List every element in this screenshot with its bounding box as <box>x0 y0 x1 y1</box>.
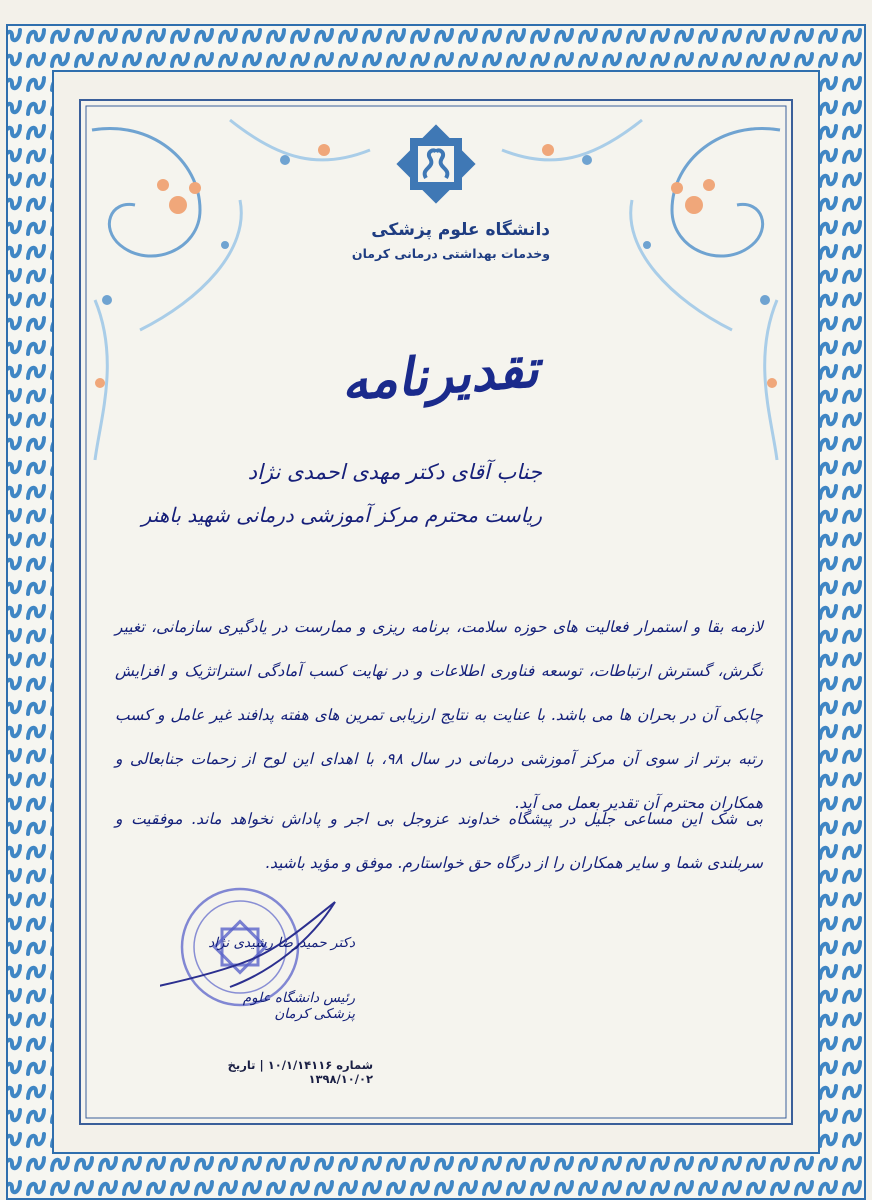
recipient-name: جناب آقای دکتر مهدی احمدی نژاد <box>247 460 542 484</box>
signer-title: رئیس دانشگاه علوم پزشکی کرمان <box>242 990 355 1022</box>
university-subtitle: وخدمات بهداشتی درمانی کرمان <box>351 246 550 261</box>
certificate-title: تقدیرنامه <box>339 338 541 413</box>
reference-number-date: شماره ۱۰/۱/۱۴۱۱۶ | تاریخ ۱۳۹۸/۱۰/۰۲ <box>227 1058 373 1086</box>
signer-name: دکتر حمیدرضا رشیدی نژاد <box>208 935 355 951</box>
university-logo-icon <box>390 118 482 210</box>
closing-paragraph: بی شک این مساعی جلیل در پیشگاه خداوند عزوجل بی اجر و پاداش نخواهد ماند. موفقیت و سربلندی شما و سایر همکاران را از درگاه حق خواستارم. موفق و مؤید باشید. <box>115 810 763 872</box>
university-name: دانشگاه علوم پزشکی <box>371 220 550 240</box>
recipient-role: ریاست محترم مرکز آموزشی درمانی شهید باهنر <box>141 503 542 527</box>
body-paragraph: لازمه بقا و استمرار فعالیت های حوزه سلامت، برنامه ریزی و ممارست در یادگیری سازمانی، تغییر نگرش، گسترش ارتباطات، توسعه فناوری اطلاعات و در نهایت کسب آمادگی استراتژیک و افزایش چابکی آن در بحران ها می باشد. با عنایت به نتایج ارزیابی تمرین های هفته پدافند غیر عامل و کسب رتبه برتر از سوی آن مرکز آموزشی درمانی در سال ۹۸، با اهدای این لوح از زحمات جنابعالی و همکاران محترم آن تقدیر بعمل می آید. <box>115 618 763 812</box>
